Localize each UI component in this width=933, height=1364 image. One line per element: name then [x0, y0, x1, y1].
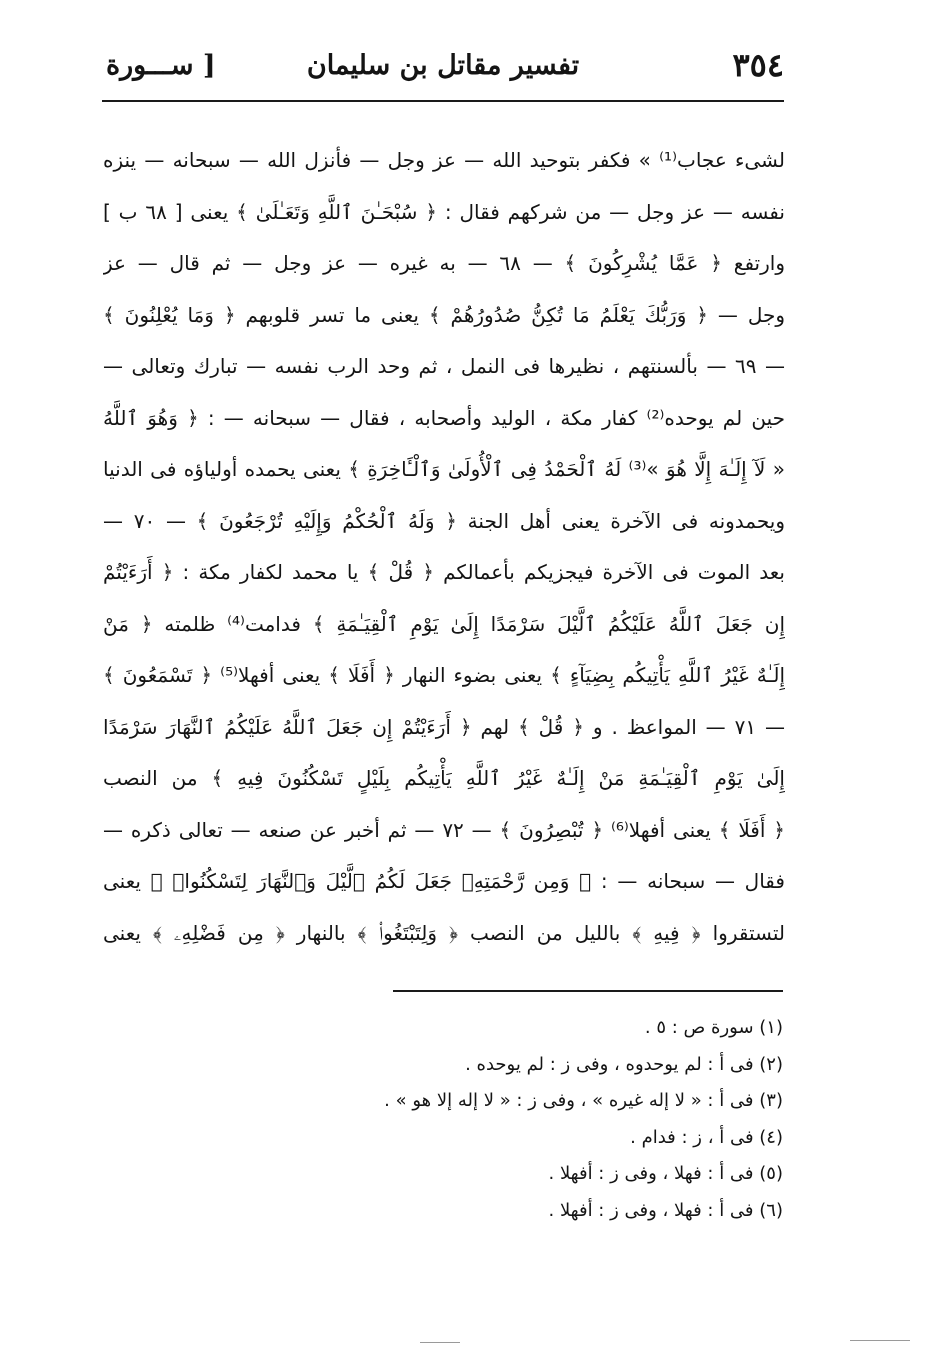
footnote: (١) سورة ص : ٥ .	[644, 1017, 783, 1038]
footnotes	[263, 1010, 783, 1229]
surah-label: [ ســـورة	[106, 50, 216, 81]
text-line: إِلَىٰ يَوْمِ ٱلْقِيَـٰمَةِ مَنْ إِلَـٰهٌ غَيْرُ ٱللَّهِ يَأْتِيكُم بِلَيْلٍ تَسْكُنُونَ فِيهِ ﴾ من النصب	[103, 766, 785, 790]
page-number: ٣٥٤	[732, 46, 784, 84]
main-text	[103, 135, 785, 959]
text-line: إِلَـٰهٌ غَيْرُ ٱللَّهِ يَأْتِيكُم بِضِيَآءٍ ﴾ يعنى بضوء النهار ﴿ أَفَلَا ﴾ يعنى أفهلا⁽⁵⁾ ﴿ تَسْمَعُونَ ﴾	[103, 663, 785, 687]
text-line: وجل — ﴿ وَرَبُّكَ يَعْلَمُ مَا تُكِنُّ صُدُورُهُمْ ﴾ يعنى ما تسر قلوبهم ﴿ وَمَا يُعْلِنُونَ ﴾	[103, 302, 785, 327]
running-title: تفسير مقاتل بن سليمان	[306, 50, 580, 81]
text-line: فقال — سبحانه — : ﴿ وَمِن رَّحْمَتِهِۦ جَعَلَ لَكُمُ ٱلَّيْلَ وَٱلنَّهَارَ لِتَسْكُنُوا۟ ﴾ يعنى	[103, 869, 785, 893]
text-line: « لَآ إِلَـٰهَ إِلَّا هُوَ »⁽³⁾ لَهُ ٱلْحَمْدُ فِى ٱلْأُولَىٰ وَٱلْـَٔاخِرَةِ ﴾ يعنى يحمده أولياؤه فى الدنيا	[103, 457, 785, 481]
footnote: (٣) فى أ : « لا إله غيره » ، وفى ز : « لا إله إلا هو » .	[384, 1090, 783, 1111]
footnote-rule	[393, 990, 783, 992]
text-line: ﴿ أَفَلَا ﴾ يعنى أفهلا⁽⁶⁾ ﴿ تُبْصِرُونَ ﴾ — ٧٢ — ثم أخبر عن صنعه — تعالى ذكره —	[103, 817, 785, 842]
text-line: ويحمدونه فى الآخرة يعنى أهل الجنة ﴿ وَلَهُ ٱلْحُكْمُ وَإِلَيْهِ تُرْجَعُونَ ﴾ — ٧٠ —	[103, 508, 785, 533]
text-line: — ٧١ — المواعظ . و ﴿ قُلْ ﴾ لهم ﴿ أَرَءَيْتُمْ إِن جَعَلَ ٱللَّهُ عَلَيْكُمُ ٱلنَّهَارَ سَرْمَدًا	[103, 714, 785, 739]
header-rule	[102, 100, 784, 102]
page-header	[102, 44, 784, 100]
text-line: وارتفع ﴿ عَمَّا يُشْرِكُونَ ﴾ — ٦٨ — به غيره — عز وجل — ثم قال — عز	[103, 251, 785, 275]
text-line: حين لم يوحده⁽²⁾ كفار مكة ، الوليد وأصحابه ، فقال — سبحانه — : ﴿ وَهُوَ ٱللَّهُ	[103, 405, 785, 430]
text-line: إِن جَعَلَ ٱللَّهُ عَلَيْكُمُ ٱلَّيْلَ سَرْمَدًا إِلَىٰ يَوْمِ ٱلْقِيَـٰمَةِ ﴾ فدامت⁽⁴⁾ ظلمته ﴿ مَنْ	[103, 611, 785, 636]
text-line: لتستقروا ﴿ فِيهِ ﴾ بالليل من النصب ﴿ وَلِتَبْتَغُوا۟ ﴾ بالنهار ﴿ مِن فَضْلِهِۦ ﴾ يعنى	[103, 920, 785, 945]
text-line: — ٦٩ — بألسنتهم ، نظيرها فى النمل ، ثم وحد الرب نفسه — تبارك وتعالى —	[103, 354, 785, 378]
footnote: (٢) فى أ : لم يوحدوه ، وفى ز : لم يوحده .	[465, 1053, 783, 1075]
scan-mark	[420, 1342, 460, 1343]
text-line: نفسه — عز وجل — من شركهم فقال : ﴿ سُبْحَـٰنَ ٱللَّهِ وَتَعَـٰلَىٰ ﴾ يعنى [ ٦٨ ب ]	[103, 199, 785, 224]
footnote: (٤) فى أ ، ز : فدام .	[630, 1126, 783, 1148]
footnote: (٦) فى أ : فهلا ، وفى ز : أفهلا .	[548, 1199, 783, 1221]
scan-mark	[850, 1340, 910, 1341]
text-line: لشىء عجاب⁽¹⁾ » فكفر بتوحيد الله — عز وجل — فأنزل الله — سبحانه — ينزه	[103, 148, 785, 172]
text-line: بعد الموت فى الآخرة فيجزيكم بأعمالكم ﴿ قُلْ ﴾ يا محمد لكفار مكة : ﴿ أَرَءَيْتُمْ	[103, 560, 785, 584]
footnote: (٥) فى أ : فهلا ، وفى ز : أفهلا .	[548, 1163, 783, 1184]
